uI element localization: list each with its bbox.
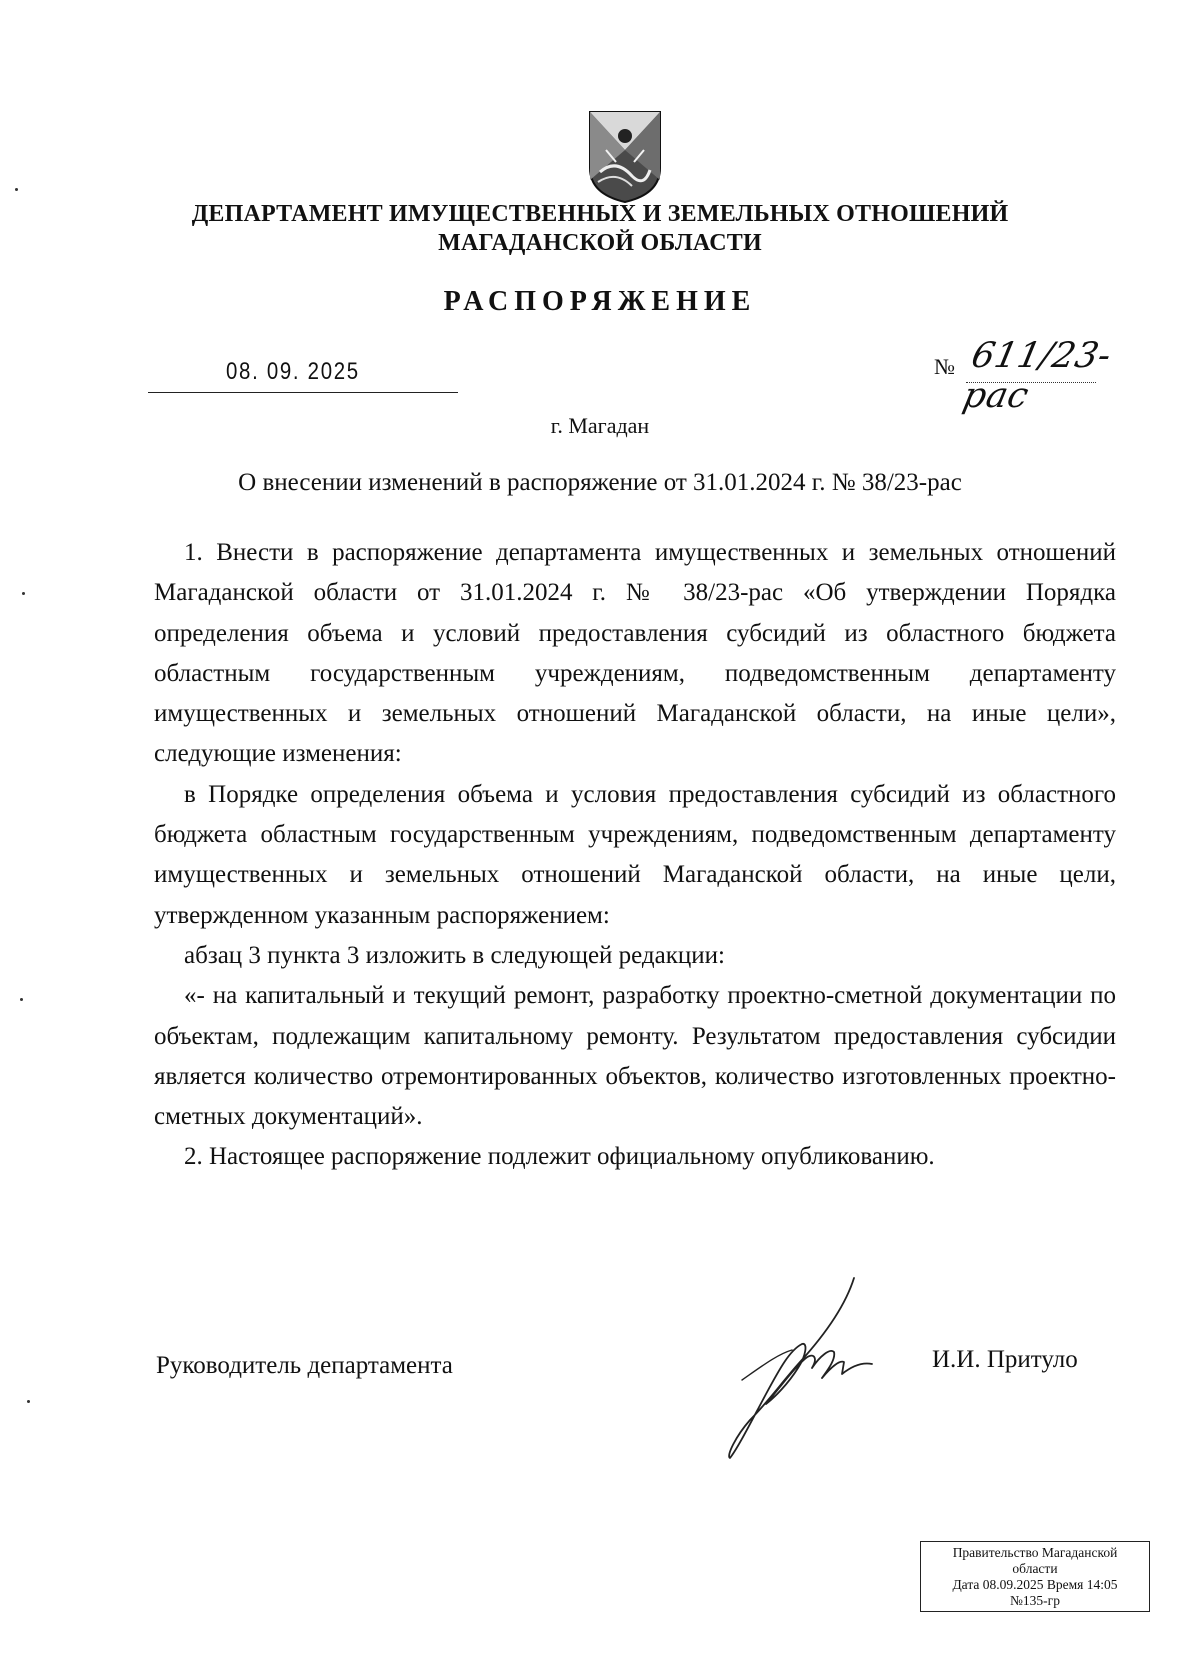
document-subject: О внесении изменений в распоряжение от 31.01.2024 г. № 38/23-рас bbox=[238, 469, 962, 496]
document-number-field bbox=[934, 336, 1134, 416]
number-underline bbox=[966, 382, 1096, 383]
handwritten-signature bbox=[722, 1270, 892, 1460]
registration-stamp bbox=[920, 1541, 1150, 1612]
number-sign: № bbox=[934, 354, 955, 379]
scan-speck bbox=[15, 188, 18, 191]
scan-speck bbox=[27, 1400, 30, 1403]
city: г. Магадан bbox=[550, 413, 650, 438]
stamp-line1: Правительство Магаданской bbox=[952, 1545, 1118, 1560]
document-date: 08. 09. 2025 bbox=[226, 358, 360, 385]
signatory-name: И.И. Притуло bbox=[932, 1346, 1078, 1373]
scan-speck bbox=[22, 592, 25, 595]
document-type-title: РАСПОРЯЖЕНИЕ bbox=[443, 286, 757, 317]
paragraph-1: 1. Внести в распоряжение департамента имущественных и земельных отношений Магаданской области от 31.01.2024 г. № 38/23-рас «Об утверждении Порядка определения объема и условий предоставления субсидий из областного бюджета областным государственным учреждениям, подведомственным департаменту имущественных и земельных отношений Магаданской области, на иные цели», следующие изменения: bbox=[154, 539, 1116, 768]
org-name-line2: МАГАДАНСКОЙ ОБЛАСТИ bbox=[438, 230, 762, 256]
stamp-line2: области bbox=[1012, 1561, 1058, 1576]
paragraph-3: абзац 3 пункта 3 изложить в следующей редакции: bbox=[184, 941, 725, 969]
signatory-title: Руководитель департамента bbox=[156, 1352, 453, 1379]
paragraph-2: в Порядке определения объема и условия предоставления субсидий из областного бюджета областным государственным учреждениям, подведомственным департаменту имущественных и земельных отношений Магаданской области, на иные цели, утвержденном указанным распоряжением: bbox=[154, 780, 1116, 929]
paragraph-4: «- на капитальный и текущий ремонт, разработку проектно-сметной документации по объектам, подлежащим капитальному ремонту. Результатом предоставления субсидии является количество отремонтированных объектов, количество изготовленных проектно-сметных документаций». bbox=[154, 982, 1116, 1131]
date-field bbox=[148, 356, 458, 393]
document-number: 611/23-рас bbox=[959, 336, 1115, 416]
org-name-line1: ДЕПАРТАМЕНТ ИМУЩЕСТВЕННЫХ И ЗЕМЕЛЬНЫХ ОТНОШЕНИЙ bbox=[191, 201, 1009, 227]
stamp-line3: Дата 08.09.2025 Время 14:05 bbox=[952, 1577, 1118, 1592]
document-body bbox=[154, 533, 1116, 1178]
paragraph-5: 2. Настоящее распоряжение подлежит официальному опубликованию. bbox=[184, 1143, 935, 1171]
coat-of-arms-icon bbox=[586, 110, 664, 204]
stamp-line4: №135-гр bbox=[1010, 1593, 1060, 1608]
scan-speck bbox=[20, 998, 23, 1001]
